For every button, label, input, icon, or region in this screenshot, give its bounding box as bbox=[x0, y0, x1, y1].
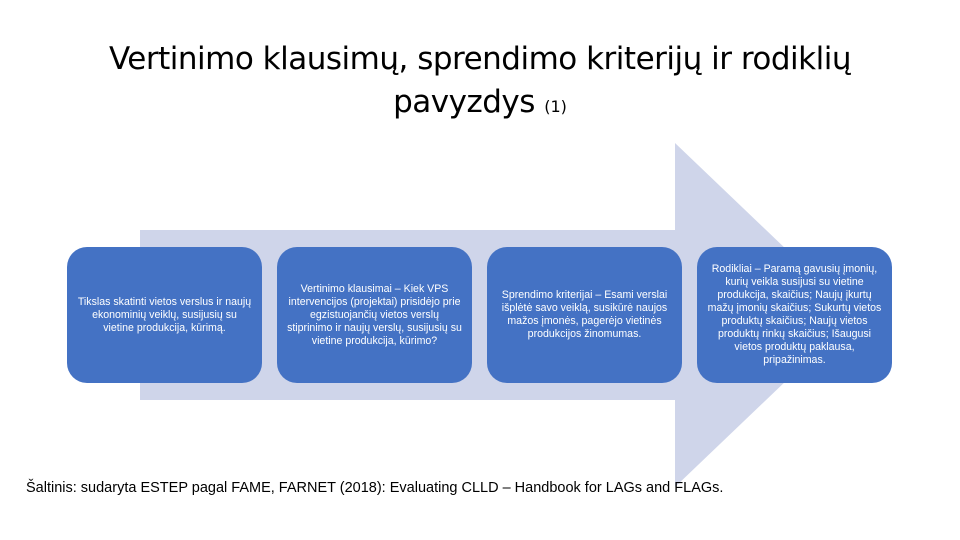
indicators-text: Rodikliai – Paramą gavusių įmonių, kurių veikla susijusi su vietine produkcija, skaičius; Naujų įkurtų mažų įmonių skaičius; Sukurtų vietos produktų skaičius; Naujų vietos produktų rinkų skaičius; Išaugusi vietos produktų paklausa, pripažinimas. bbox=[707, 263, 882, 366]
slide-title-text: Vertinimo klausimų, sprendimo kriterijų ir rodiklių pavyzdys bbox=[109, 41, 851, 120]
slide-title-number: (1) bbox=[544, 97, 567, 116]
goal-text: Tikslas skatinti vietos verslus ir naujų ekonominių veiklų, susijusių su vietine produkcija, kūrimą. bbox=[77, 295, 252, 334]
goal-box bbox=[67, 247, 262, 383]
evaluation-questions-text: Vertinimo klausimai – Kiek VPS intervencijos (projektai) prisidėjo prie egzistuojančių vietos verslų stiprinimo ir naujų verslų, susijusių su vietine produkcija, kūrimo? bbox=[287, 282, 462, 347]
judgement-criteria-text: Sprendimo kriterijai – Esami verslai išplėtė savo veiklą, susikūrė naujos mažos įmonės, pagerėjo vietinės produkcijos žinomumas. bbox=[501, 289, 668, 340]
source-note: Šaltinis: sudaryta ESTEP pagal FAME, FARNET (2018): Evaluating CLLD – Handbook for LAGs and FLAGs. bbox=[26, 480, 724, 496]
judgement-criteria-box bbox=[487, 247, 682, 383]
indicators-box bbox=[697, 247, 892, 383]
slide-title bbox=[60, 38, 900, 128]
evaluation-questions-box bbox=[277, 247, 472, 383]
